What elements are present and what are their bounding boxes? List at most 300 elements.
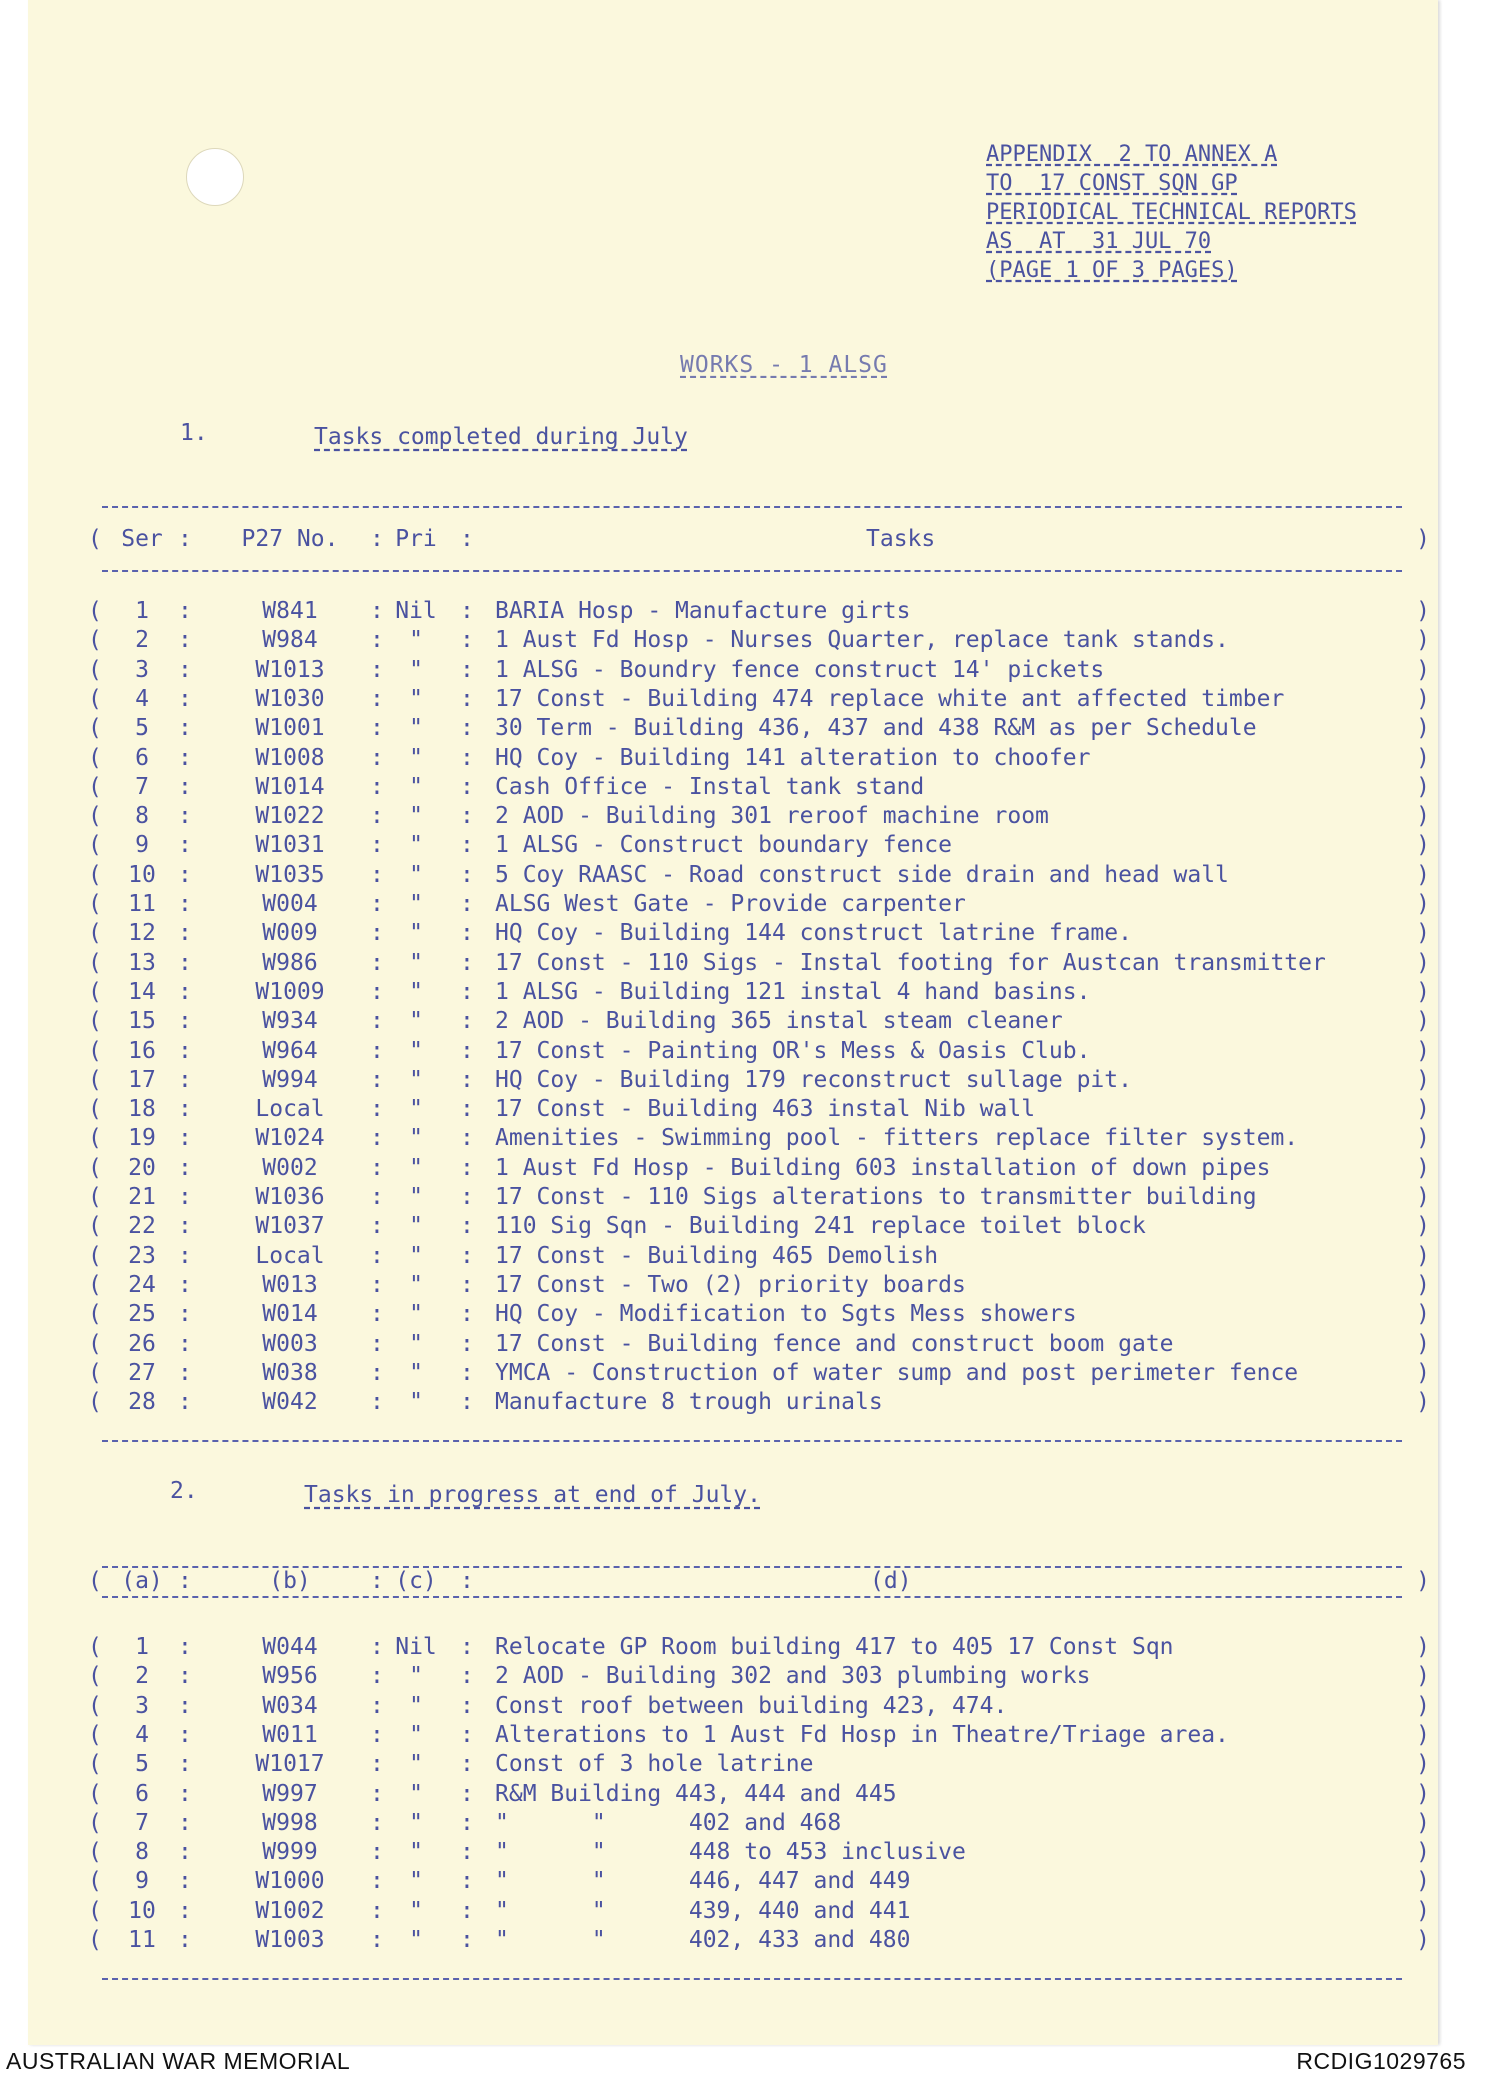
ser-cell: 14 (128, 978, 156, 1005)
punctuation: : (178, 1634, 192, 1660)
header-line: (PAGE 1 OF 3 PAGES) (986, 258, 1238, 283)
task-cell: 17 Const - Building 463 instal Nib wall (495, 1096, 1036, 1123)
p27-cell: W841 (262, 598, 318, 624)
punctuation: : (460, 1242, 474, 1269)
punctuation: ) (1416, 1868, 1430, 1895)
punctuation: ( (88, 803, 102, 830)
p27-cell: W002 (262, 1154, 318, 1181)
punctuation: : (178, 1154, 192, 1181)
table-row (90, 1360, 1430, 1389)
task-cell: YMCA - Construction of water sump and post perimeter fence (495, 1359, 1299, 1386)
punctuation: ( (88, 1897, 102, 1924)
ser-cell: 15 (128, 1008, 156, 1035)
punctuation: : (370, 1927, 384, 1953)
punctuation: : (178, 685, 192, 712)
punctuation: : (370, 1066, 384, 1093)
punctuation: ( (88, 1271, 102, 1298)
pri-cell: " (409, 1037, 423, 1064)
punctuation: : (370, 861, 384, 888)
punctuation: ( (88, 1927, 102, 1953)
punctuation: ) (1416, 949, 1430, 976)
punctuation: : (460, 861, 474, 888)
pri-cell: " (409, 1897, 423, 1924)
punctuation: ) (1416, 1184, 1430, 1210)
punctuation: : (370, 1271, 384, 1298)
punctuation: : (460, 1692, 474, 1719)
punctuation: ) (1416, 1301, 1430, 1328)
punctuation: : (370, 1389, 384, 1416)
punctuation: : (370, 656, 384, 683)
punctuation: ( (88, 1663, 102, 1690)
punctuation: : (370, 1721, 384, 1748)
table-row (90, 1243, 1430, 1272)
punctuation: ( (88, 891, 102, 917)
table-row (90, 891, 1430, 920)
punctuation: : (178, 832, 192, 859)
punctuation: ) (1416, 832, 1430, 859)
punctuation: ( (88, 1096, 102, 1123)
table-row (90, 686, 1430, 715)
punctuation: : (460, 1066, 474, 1093)
p27-cell: W011 (262, 1721, 318, 1748)
punctuation: ) (1416, 920, 1430, 947)
p27-cell: W1031 (255, 832, 325, 859)
punctuation: ( (88, 1780, 102, 1807)
punctuation: : (178, 1839, 192, 1866)
punctuation: : (460, 1721, 474, 1748)
punctuation: : (178, 627, 192, 654)
punctuation: : (460, 773, 474, 800)
punctuation: : (178, 1663, 192, 1690)
ser-cell: 10 (128, 861, 156, 888)
punctuation: ) (1416, 1213, 1430, 1240)
p27-cell: W1037 (255, 1213, 325, 1240)
punch-hole (186, 148, 244, 206)
punctuation: : (460, 1663, 474, 1690)
punctuation: : (370, 1154, 384, 1181)
pri-cell: " (409, 1927, 423, 1953)
pri-cell: " (409, 1271, 423, 1298)
ser-cell: 4 (135, 685, 149, 712)
table-row (90, 715, 1430, 744)
table-row (90, 862, 1430, 891)
task-cell: " " 402 and 468 (495, 1809, 842, 1836)
header-line: APPENDIX 2 TO ANNEX A (986, 142, 1278, 167)
punctuation: : (178, 861, 192, 888)
punctuation: ( (88, 1242, 102, 1269)
ser-cell: 2 (135, 627, 149, 654)
p27-cell: W1009 (255, 978, 325, 1005)
p27-cell: W1008 (255, 744, 325, 771)
task-cell: 30 Term - Building 436, 437 and 438 R&M as per Schedule (495, 715, 1257, 742)
punctuation: : (178, 1897, 192, 1924)
p27-cell: W1035 (255, 861, 325, 888)
col-d-header: (d) (870, 1568, 912, 1594)
punctuation: : (178, 1330, 192, 1357)
punctuation: ( (88, 861, 102, 888)
punctuation: : (460, 1213, 474, 1240)
task-cell: 1 Aust Fd Hosp - Nurses Quarter, replace tank stands. (495, 627, 1229, 654)
table-row (90, 1898, 1430, 1927)
table-row (90, 1067, 1430, 1096)
punctuation: ( (88, 598, 102, 624)
table-row (90, 1272, 1430, 1301)
punctuation: ) (1416, 685, 1430, 712)
table-row (90, 598, 1430, 627)
punctuation: ) (1416, 656, 1430, 683)
task-cell: 2 AOD - Building 302 and 303 plumbing works (495, 1663, 1091, 1690)
pri-cell: " (409, 920, 423, 947)
punctuation: : (370, 1242, 384, 1269)
ser-cell: 3 (135, 1692, 149, 1719)
ser-cell: 7 (135, 773, 149, 800)
col-a-header: (a) (121, 1568, 163, 1594)
punctuation: ( (88, 832, 102, 859)
punctuation: : (370, 832, 384, 859)
table-row (90, 920, 1430, 949)
punctuation: : (370, 1037, 384, 1064)
table-row (90, 1751, 1430, 1780)
section2-title: Tasks in progress at end of July. (304, 1482, 761, 1508)
completed-tasks-table (90, 506, 1430, 1446)
punctuation: ( (88, 1839, 102, 1866)
ser-cell: 17 (128, 1066, 156, 1093)
p27-cell: W1024 (255, 1125, 325, 1152)
punctuation: : (460, 832, 474, 859)
punctuation: ( (88, 715, 102, 742)
task-cell: 1 ALSG - Construct boundary fence (495, 832, 952, 859)
document-page (28, 0, 1438, 2045)
punctuation: ) (1416, 803, 1430, 830)
section1-title: Tasks completed during July (314, 424, 688, 450)
pri-cell: " (409, 803, 423, 830)
table-row (90, 1927, 1430, 1956)
table-row (90, 1722, 1430, 1751)
punctuation: : (370, 1096, 384, 1123)
task-cell: HQ Coy - Modification to Sgts Mess showers (495, 1301, 1077, 1328)
ser-cell: 22 (128, 1213, 156, 1240)
punctuation: : (370, 1330, 384, 1357)
punctuation: ) (1416, 773, 1430, 800)
table-row (90, 657, 1430, 686)
col-p27-header: P27 No. (241, 526, 339, 552)
punctuation: ) (1416, 891, 1430, 917)
p27-cell: W1022 (255, 803, 325, 830)
task-cell: Alterations to 1 Aust Fd Hosp in Theatre/Triage area. (495, 1721, 1229, 1748)
task-cell: 110 Sig Sqn - Building 241 replace toilet block (495, 1213, 1146, 1240)
punctuation: : (370, 1184, 384, 1210)
task-cell: HQ Coy - Building 179 reconstruct sullage pit. (495, 1066, 1132, 1093)
task-cell: Cash Office - Instal tank stand (495, 773, 925, 800)
ser-cell: 9 (135, 1868, 149, 1895)
footer-id: RCDIG1029765 (1296, 2048, 1466, 2074)
punctuation: : (460, 1096, 474, 1123)
punctuation: : (460, 920, 474, 947)
punctuation: : (178, 1809, 192, 1836)
punctuation: : (178, 1868, 192, 1895)
ser-cell: 5 (135, 1751, 149, 1778)
punctuation: : (178, 1359, 192, 1386)
task-cell: Relocate GP Room building 417 to 405 17 Const Sqn (495, 1634, 1174, 1660)
punctuation: : (370, 949, 384, 976)
punctuation: ( (88, 1066, 102, 1093)
table-bottom-rule (102, 1978, 1402, 1980)
pri-cell: " (409, 1721, 423, 1748)
punctuation: : (178, 978, 192, 1005)
punctuation: : (460, 1809, 474, 1836)
p27-cell: W1017 (255, 1751, 325, 1778)
punctuation: : (178, 1389, 192, 1416)
punctuation: : (460, 1897, 474, 1924)
punctuation: : (370, 891, 384, 917)
punctuation: : (178, 1213, 192, 1240)
punctuation: ( (88, 1359, 102, 1386)
ser-cell: 6 (135, 1780, 149, 1807)
ser-cell: 21 (128, 1184, 156, 1210)
p27-cell: W999 (262, 1839, 318, 1866)
table-row (90, 1389, 1430, 1418)
punctuation: ) (1416, 1271, 1430, 1298)
task-cell: " " 402, 433 and 480 (495, 1927, 911, 1953)
pri-cell: " (409, 773, 423, 800)
punctuation: ) (1416, 627, 1430, 654)
task-cell: 17 Const - 110 Sigs - Instal footing for Austcan transmitter (495, 949, 1326, 976)
punctuation: : (178, 598, 192, 624)
punctuation: : (178, 1096, 192, 1123)
table-row (90, 1868, 1430, 1897)
ser-cell: 3 (135, 656, 149, 683)
punctuation: : (178, 1184, 192, 1210)
punctuation: ) (1416, 1927, 1430, 1953)
punctuation: ( (88, 1154, 102, 1181)
table-row (90, 1125, 1430, 1154)
table-top-rule (102, 506, 1402, 508)
punctuation: ) (1416, 861, 1430, 888)
ser-cell: 20 (128, 1154, 156, 1181)
punctuation: : (370, 627, 384, 654)
punctuation: : (460, 891, 474, 917)
table-row (90, 1663, 1430, 1692)
punctuation: : (370, 1213, 384, 1240)
p27-cell: W1001 (255, 715, 325, 742)
task-cell: Const of 3 hole latrine (495, 1751, 814, 1778)
p27-cell: W984 (262, 627, 318, 654)
appendix-header (986, 140, 1357, 285)
ser-cell: 24 (128, 1271, 156, 1298)
punctuation: : (460, 598, 474, 624)
p27-cell: W1036 (255, 1184, 325, 1210)
punctuation: ) (1416, 598, 1430, 624)
punctuation: ) (1416, 1721, 1430, 1748)
punctuation: ( (88, 1330, 102, 1357)
task-cell: BARIA Hosp - Manufacture girts (495, 598, 911, 624)
punctuation: : (178, 1927, 192, 1953)
punctuation: ) (1416, 1096, 1430, 1123)
task-cell: 17 Const - Building 474 replace white ant affected timber (495, 685, 1285, 712)
task-cell: ALSG West Gate - Provide carpenter (495, 891, 966, 917)
p27-cell: W1030 (255, 685, 325, 712)
p27-cell: W013 (262, 1271, 318, 1298)
punctuation: : (460, 1389, 474, 1416)
p27-cell: W998 (262, 1809, 318, 1836)
p27-cell: W997 (262, 1780, 318, 1807)
table-row (90, 1008, 1430, 1037)
pri-cell: " (409, 1780, 423, 1807)
pri-cell: " (409, 832, 423, 859)
punctuation: : (460, 715, 474, 742)
table-row (90, 745, 1430, 774)
punctuation: : (460, 1154, 474, 1181)
p27-cell: W956 (262, 1663, 318, 1690)
pri-cell: " (409, 715, 423, 742)
table-row (90, 950, 1430, 979)
col-b-header: (b) (269, 1568, 311, 1594)
p27-cell: W1003 (255, 1927, 325, 1953)
punctuation: : (370, 978, 384, 1005)
ser-cell: 10 (128, 1897, 156, 1924)
punctuation: : (178, 920, 192, 947)
task-cell: Const roof between building 423, 474. (495, 1692, 1008, 1719)
punctuation: ) (1416, 1751, 1430, 1778)
pri-cell: " (409, 861, 423, 888)
ser-cell: 26 (128, 1330, 156, 1357)
table-row (90, 1331, 1430, 1360)
punctuation: ( (88, 978, 102, 1005)
table-row (90, 979, 1430, 1008)
pri-cell: " (409, 1751, 423, 1778)
table-row (90, 1184, 1430, 1213)
punctuation: ( (88, 1751, 102, 1778)
table-row (90, 1038, 1430, 1067)
punctuation: : (370, 1897, 384, 1924)
pri-cell: " (409, 1184, 423, 1210)
table-row (90, 1155, 1430, 1184)
p27-cell: W986 (262, 949, 318, 976)
task-cell: 5 Coy RAASC - Road construct side drain and head wall (495, 861, 1229, 888)
punctuation: ( (88, 949, 102, 976)
pri-cell: " (409, 1096, 423, 1123)
punctuation: : (178, 715, 192, 742)
table-bottom-rule (102, 1440, 1402, 1442)
pri-cell: " (409, 1125, 423, 1152)
punctuation: : (178, 1271, 192, 1298)
task-cell: " " 439, 440 and 441 (495, 1897, 911, 1924)
punctuation: : (460, 978, 474, 1005)
footer-source: AUSTRALIAN WAR MEMORIAL (6, 2048, 351, 2074)
table-row (90, 627, 1430, 656)
punctuation: : (370, 744, 384, 771)
punctuation: : (370, 1634, 384, 1660)
task-cell: HQ Coy - Building 144 construct latrine frame. (495, 920, 1132, 947)
pri-cell: " (409, 1868, 423, 1895)
punctuation: : (460, 685, 474, 712)
table-header-row: ( Ser : P27 No. : Pri : Tasks ) (88, 526, 1430, 552)
ser-cell: 4 (135, 1721, 149, 1748)
pri-cell: " (409, 1154, 423, 1181)
col-pri-header: Pri (395, 526, 437, 552)
task-cell: HQ Coy - Building 141 alteration to choofer (495, 744, 1091, 771)
punctuation: : (460, 1271, 474, 1298)
ser-cell: 2 (135, 1663, 149, 1690)
punctuation: : (178, 1721, 192, 1748)
punctuation: : (178, 744, 192, 771)
pri-cell: " (409, 1301, 423, 1328)
punctuation: ) (1416, 1839, 1430, 1866)
punctuation: : (178, 891, 192, 917)
works-title: WORKS - 1 ALSG (680, 352, 888, 378)
punctuation: : (370, 1692, 384, 1719)
table-row (90, 1810, 1430, 1839)
table-row (90, 774, 1430, 803)
ser-cell: 27 (128, 1359, 156, 1386)
punctuation: : (460, 1359, 474, 1386)
p27-cell: W038 (262, 1359, 318, 1386)
col-c-header: (c) (395, 1568, 437, 1594)
p27-cell: Local (255, 1096, 325, 1123)
punctuation: : (178, 656, 192, 683)
punctuation: : (370, 803, 384, 830)
punctuation: : (460, 1839, 474, 1866)
punctuation: ( (88, 656, 102, 683)
punctuation: : (460, 1780, 474, 1807)
pri-cell: " (409, 1839, 423, 1866)
ser-cell: 1 (135, 1634, 149, 1660)
pri-cell: " (409, 1389, 423, 1416)
header-line: PERIODICAL TECHNICAL REPORTS (986, 200, 1357, 225)
punctuation: : (370, 715, 384, 742)
pri-cell: " (409, 1066, 423, 1093)
punctuation: ) (1416, 1330, 1430, 1357)
ser-cell: 1 (135, 598, 149, 624)
punctuation: ) (1416, 1692, 1430, 1719)
ser-cell: 11 (128, 1927, 156, 1953)
punctuation: : (460, 1037, 474, 1064)
punctuation: ( (88, 1213, 102, 1240)
ser-cell: 8 (135, 803, 149, 830)
pri-cell: " (409, 685, 423, 712)
p27-cell: W003 (262, 1330, 318, 1357)
punctuation: ) (1416, 1389, 1430, 1416)
table-row (90, 832, 1430, 861)
ser-cell: 19 (128, 1125, 156, 1152)
punctuation: : (178, 949, 192, 976)
task-cell: 17 Const - Building 465 Demolish (495, 1242, 939, 1269)
table-row (90, 1839, 1430, 1868)
task-cell: Amenities - Swimming pool - fitters replace filter system. (495, 1125, 1299, 1152)
punctuation: : (370, 1008, 384, 1035)
ser-cell: 13 (128, 949, 156, 976)
punctuation: : (460, 1125, 474, 1152)
punctuation: ( (88, 1184, 102, 1210)
punctuation: ( (88, 920, 102, 947)
col-tasks-header: Tasks (866, 526, 936, 552)
p27-cell: W934 (262, 1008, 318, 1035)
pri-cell: " (409, 627, 423, 654)
punctuation: : (460, 1634, 474, 1660)
ser-cell: 8 (135, 1839, 149, 1866)
punctuation: : (370, 1125, 384, 1152)
punctuation: ) (1416, 1897, 1430, 1924)
ser-cell: 23 (128, 1242, 156, 1269)
ser-cell: 5 (135, 715, 149, 742)
punctuation: ( (88, 1125, 102, 1152)
punctuation: : (370, 1868, 384, 1895)
punctuation: : (460, 949, 474, 976)
pri-cell: " (409, 1359, 423, 1386)
punctuation: ( (88, 1634, 102, 1660)
p27-cell: Local (255, 1242, 325, 1269)
task-cell: 1 Aust Fd Hosp - Building 603 installation of down pipes (495, 1154, 1271, 1181)
